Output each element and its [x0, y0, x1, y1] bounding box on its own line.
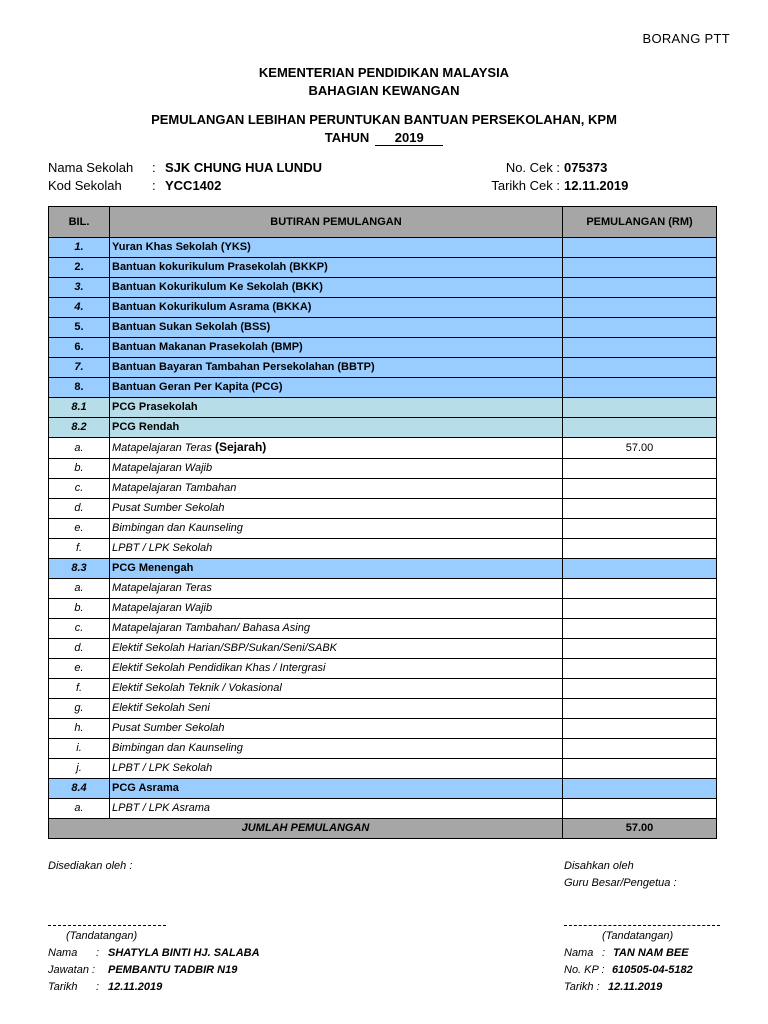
row-bil: c.: [49, 479, 110, 499]
table-row: [49, 298, 717, 318]
row-bil: b.: [49, 599, 110, 619]
ministry-title: KEMENTERIAN PENDIDIKAN MALAYSIA: [258, 65, 510, 80]
row-bil: h.: [49, 719, 110, 739]
row-bil: c.: [49, 619, 110, 639]
table-row: [49, 539, 717, 559]
year-line: [0, 130, 768, 146]
table-row: [49, 338, 717, 358]
row-description-text: Bantuan Bayaran Tambahan Persekolahan (BBTP): [112, 361, 375, 373]
row-description: [110, 499, 563, 519]
row-amount: [563, 539, 717, 559]
row-amount: [563, 619, 717, 639]
row-bil: a.: [49, 579, 110, 599]
row-description-text: Bimbingan dan Kaunseling: [112, 522, 243, 534]
table-row: [49, 579, 717, 599]
approved-ic: 610505-04-5182: [612, 964, 693, 976]
row-amount: [563, 699, 717, 719]
row-description-text: LPBT / LPK Sekolah: [112, 762, 213, 774]
prepared-name-label: Nama: [48, 947, 78, 959]
row-bil: 1.: [49, 238, 110, 258]
row-amount: [563, 579, 717, 599]
table-row: [49, 238, 717, 258]
table-row: [49, 699, 717, 719]
row-bil: 5.: [49, 318, 110, 338]
row-description-text: Bantuan kokurikulum Prasekolah (BKKP): [112, 261, 328, 273]
row-amount: [563, 679, 717, 699]
row-description: [110, 599, 563, 619]
row-description: [110, 719, 563, 739]
row-amount: [563, 298, 717, 318]
row-amount: [563, 238, 717, 258]
table-row: [49, 438, 717, 459]
row-amount: [563, 759, 717, 779]
row-amount: [563, 739, 717, 759]
row-amount: [563, 418, 717, 438]
table-row: [49, 619, 717, 639]
approved-signature-line: [564, 925, 720, 926]
row-description: [110, 799, 563, 819]
row-amount: [563, 719, 717, 739]
prepared-date: 12.11.2019: [108, 981, 163, 993]
row-description: [110, 699, 563, 719]
table-row: [49, 719, 717, 739]
row-description-text: Elektif Sekolah Seni: [112, 702, 210, 714]
row-description-text: Yuran Khas Sekolah (YKS): [112, 241, 251, 253]
division-title: BAHAGIAN KEWANGAN: [308, 83, 460, 98]
row-amount: [563, 559, 717, 579]
row-description-text: Bantuan Makanan Prasekolah (BMP): [112, 341, 303, 353]
prepared-post-label: Jawatan :: [48, 964, 96, 976]
row-description: [110, 398, 563, 418]
table-row: [49, 499, 717, 519]
year-label: TAHUN: [324, 130, 370, 145]
table-header-row: [49, 207, 717, 238]
row-description-text: LPBT / LPK Asrama: [112, 802, 211, 814]
row-bil: 6.: [49, 338, 110, 358]
row-amount: [563, 258, 717, 278]
row-amount: [563, 459, 717, 479]
row-description-text: Matapelajaran Teras: [112, 442, 212, 454]
table-row: [49, 378, 717, 398]
row-description-extra: (Sejarah): [214, 440, 267, 454]
row-description: [110, 318, 563, 338]
row-amount: [563, 639, 717, 659]
table-row: [49, 318, 717, 338]
table-row: [49, 739, 717, 759]
col-desc-header: BUTIRAN PEMULANGAN: [110, 207, 563, 238]
row-description-text: Bantuan Kokurikulum Ke Sekolah (BKK): [112, 281, 323, 293]
prepared-date-label: Tarikh: [48, 981, 78, 993]
row-description: [110, 519, 563, 539]
row-description-text: Bantuan Geran Per Kapita (PCG): [112, 381, 283, 393]
prepared-sign-label: (Tandatangan): [66, 930, 138, 942]
row-description: [110, 679, 563, 699]
prepared-post: PEMBANTU TADBIR N19: [108, 964, 238, 976]
approved-name-label: Nama: [564, 947, 594, 959]
row-description: [110, 378, 563, 398]
prepared-date-colon: :: [96, 981, 100, 993]
prepared-name-colon: :: [96, 947, 100, 959]
approved-label: Disahkan oleh: [564, 860, 634, 872]
row-bil: b.: [49, 459, 110, 479]
row-description-text: PCG Rendah: [112, 421, 180, 433]
row-bil: e.: [49, 519, 110, 539]
school-name: SJK CHUNG HUA LUNDU: [165, 160, 322, 175]
row-description-text: Elektif Sekolah Teknik / Vokasional: [112, 682, 282, 694]
row-bil: 7.: [49, 358, 110, 378]
row-description: [110, 459, 563, 479]
row-amount: [563, 519, 717, 539]
prepared-label: Disediakan oleh :: [48, 860, 133, 872]
table-row: [49, 659, 717, 679]
row-amount: [563, 278, 717, 298]
row-description: [110, 278, 563, 298]
row-amount: [563, 799, 717, 819]
table-row: [49, 779, 717, 799]
cheque-no-label: No. Cek :: [505, 160, 560, 175]
table-row: [49, 278, 717, 298]
row-description-text: Elektif Sekolah Harian/SBP/Sukan/Seni/SABK: [112, 642, 338, 654]
col-amount-header: PEMULANGAN (RM): [563, 207, 717, 238]
row-bil: 8.2: [49, 418, 110, 438]
approved-label-2: Guru Besar/Pengetua :: [564, 877, 677, 889]
row-amount: [563, 318, 717, 338]
row-bil: 4.: [49, 298, 110, 318]
row-bil: 8.: [49, 378, 110, 398]
row-description-text: Elektif Sekolah Pendidikan Khas / Intergrasi: [112, 662, 326, 674]
table-row: [49, 559, 717, 579]
table-row: [49, 599, 717, 619]
row-bil: d.: [49, 499, 110, 519]
row-amount: [563, 499, 717, 519]
approved-date: 12.11.2019: [608, 981, 663, 993]
approved-name-colon: :: [602, 947, 606, 959]
row-description-text: Pusat Sumber Sekolah: [112, 722, 225, 734]
row-description: [110, 739, 563, 759]
row-amount: [563, 398, 717, 418]
row-amount: [563, 338, 717, 358]
col-bil-header: BIL.: [49, 207, 110, 238]
school-code: YCC1402: [165, 178, 222, 193]
row-bil: 8.4: [49, 779, 110, 799]
form-code: BORANG PTT: [642, 31, 730, 46]
row-bil: 2.: [49, 258, 110, 278]
row-description: [110, 338, 563, 358]
cheque-date-label: Tarikh Cek :: [491, 178, 560, 193]
row-description: [110, 639, 563, 659]
row-description: [110, 358, 563, 378]
row-amount: [563, 378, 717, 398]
row-description-text: Matapelajaran Teras: [112, 582, 212, 594]
year-value: 2019: [375, 131, 443, 146]
row-description-text: Bantuan Kokurikulum Asrama (BKKA): [112, 301, 312, 313]
table-row: [49, 639, 717, 659]
row-amount: [563, 599, 717, 619]
row-description: [110, 659, 563, 679]
row-description-text: Bimbingan dan Kaunseling: [112, 742, 243, 754]
row-description: [110, 579, 563, 599]
total-label: JUMLAH PEMULANGAN: [49, 819, 563, 839]
row-description: [110, 759, 563, 779]
row-description-text: Pusat Sumber Sekolah: [112, 502, 225, 514]
row-description: [110, 418, 563, 438]
row-description-text: Bantuan Sukan Sekolah (BSS): [112, 321, 271, 333]
school-code-colon: :: [152, 178, 156, 193]
row-description: [110, 298, 563, 318]
row-amount: 57.00: [563, 438, 717, 459]
table-row: [49, 519, 717, 539]
table-row: [49, 759, 717, 779]
row-description-text: Matapelajaran Wajib: [112, 462, 213, 474]
row-description-text: Matapelajaran Tambahan: [112, 482, 237, 494]
prepared-signature-line: [48, 925, 166, 926]
row-amount: [563, 659, 717, 679]
table-body: [49, 238, 717, 819]
row-bil: i.: [49, 739, 110, 759]
approved-date-label: Tarikh :: [564, 981, 600, 993]
form-title: PEMULANGAN LEBIHAN PERUNTUKAN BANTUAN PERSEKOLAHAN, KPM: [151, 112, 617, 127]
row-bil: g.: [49, 699, 110, 719]
row-bil: f.: [49, 679, 110, 699]
table-row: [49, 799, 717, 819]
table-row: [49, 418, 717, 438]
row-bil: a.: [49, 438, 110, 459]
row-bil: 3.: [49, 278, 110, 298]
approved-name: TAN NAM BEE: [613, 947, 689, 959]
row-bil: a.: [49, 799, 110, 819]
school-code-label: Kod Sekolah: [48, 178, 122, 193]
row-description: [110, 559, 563, 579]
row-description: [110, 238, 563, 258]
row-description: [110, 438, 563, 459]
approved-ic-label: No. KP :: [564, 964, 605, 976]
row-bil: d.: [49, 639, 110, 659]
row-bil: 8.1: [49, 398, 110, 418]
table-row: [49, 358, 717, 378]
row-description: [110, 258, 563, 278]
row-bil: 8.3: [49, 559, 110, 579]
row-description: [110, 539, 563, 559]
row-description: [110, 779, 563, 799]
prepared-name: SHATYLA BINTI HJ. SALABA: [108, 947, 260, 959]
row-amount: [563, 479, 717, 499]
row-bil: e.: [49, 659, 110, 679]
row-description-text: Matapelajaran Wajib: [112, 602, 213, 614]
row-amount: [563, 779, 717, 799]
row-description-text: Matapelajaran Tambahan/ Bahasa Asing: [112, 622, 310, 634]
table-row: [49, 459, 717, 479]
cheque-date: 12.11.2019: [564, 178, 629, 193]
school-name-colon: :: [152, 160, 156, 175]
cheque-no: 075373: [564, 160, 608, 175]
row-bil: f.: [49, 539, 110, 559]
total-row: [49, 819, 717, 839]
row-description-text: PCG Prasekolah: [112, 401, 198, 413]
table-row: [49, 398, 717, 418]
row-description-text: PCG Menengah: [112, 562, 194, 574]
table-row: [49, 258, 717, 278]
row-bil: j.: [49, 759, 110, 779]
total-amount: 57.00: [563, 819, 717, 839]
refund-table: [48, 206, 717, 839]
table-row: [49, 479, 717, 499]
school-name-label: Nama Sekolah: [48, 160, 134, 175]
row-description-text: LPBT / LPK Sekolah: [112, 542, 213, 554]
approved-sign-label: (Tandatangan): [602, 930, 674, 942]
row-description: [110, 479, 563, 499]
row-amount: [563, 358, 717, 378]
row-description-text: PCG Asrama: [112, 782, 179, 794]
table-row: [49, 679, 717, 699]
row-description: [110, 619, 563, 639]
